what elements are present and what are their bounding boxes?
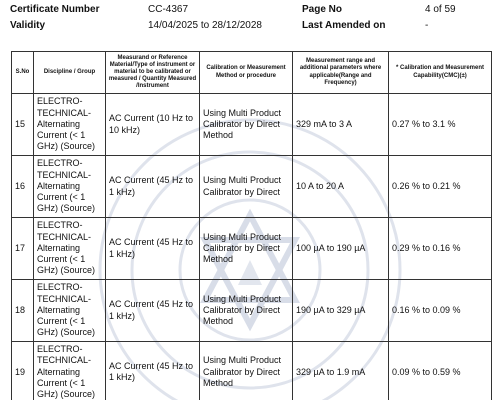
column-header-sno: S.No — [12, 52, 34, 94]
table-row — [12, 280, 492, 342]
cell-method: Using Multi Product Calibrator by Direct Method — [200, 280, 293, 342]
table-row — [12, 94, 492, 156]
certificate-header — [10, 2, 490, 34]
cell-discipline: ELECTRO-TECHNICAL-Alternating Current (< 1 GHz) (Source) — [34, 280, 106, 342]
cell-range: 100 µA to 190 µA — [293, 218, 389, 280]
certificate-number-label: Certificate Number — [10, 4, 100, 15]
column-header-range: Measurement range and additional parameters where applicable(Range and Frequency) — [293, 52, 389, 94]
cell-measurand: AC Current (10 Hz to 10 kHz) — [106, 94, 200, 156]
validity-label: Validity — [10, 20, 46, 31]
column-header-measurand: Measurand or Reference Material/Type of instrument or material to be calibrated or measured / Quantity Measured /Instrument — [106, 52, 200, 94]
cell-method: Using Multi Product Calibrator by Direct Method — [200, 218, 293, 280]
cell-sno: 15 — [12, 94, 34, 156]
page-no-label: Page No — [302, 4, 343, 15]
cell-range: 329 µA to 1.9 mA — [293, 342, 389, 400]
cell-cmc: 0.29 % to 0.16 % — [389, 218, 492, 280]
last-amended-label: Last Amended on — [302, 20, 386, 31]
cell-measurand: AC Current (45 Hz to 1 kHz) — [106, 342, 200, 400]
cell-cmc: 0.16 % to 0.09 % — [389, 280, 492, 342]
cell-cmc: 0.09 % to 0.59 % — [389, 342, 492, 400]
cell-discipline: ELECTRO-TECHNICAL-Alternating Current (< 1 GHz) (Source) — [34, 94, 106, 156]
column-header-method: Calibration or Measurement Method or procedure — [200, 52, 293, 94]
cell-method: Using Multi Product Calibrator by Direct — [200, 156, 293, 218]
page-no-value: 4 of 59 — [425, 4, 456, 15]
column-header-discipline: Discipline / Group — [34, 52, 106, 94]
last-amended-value: - — [425, 20, 429, 31]
cell-discipline: ELECTRO-TECHNICAL-Alternating Current (< 1 GHz) (Source) — [34, 218, 106, 280]
column-header-cmc: * Calibration and Measurement Capability(CMC)(±) — [389, 52, 492, 94]
table-header-row — [12, 52, 492, 94]
cell-range: 190 µA to 329 µA — [293, 280, 389, 342]
cell-range: 10 A to 20 A — [293, 156, 389, 218]
cell-cmc: 0.27 % to 3.1 % — [389, 94, 492, 156]
cell-sno: 16 — [12, 156, 34, 218]
cell-method: Using Multi Product Calibrator by Direct Method — [200, 94, 293, 156]
cell-range: 329 mA to 3 A — [293, 94, 389, 156]
validity-value: 14/04/2025 to 28/12/2028 — [148, 20, 262, 31]
cell-measurand: AC Current (45 Hz to 1 kHz) — [106, 156, 200, 218]
cell-cmc: 0.26 % to 0.21 % — [389, 156, 492, 218]
cell-discipline: ELECTRO-TECHNICAL-Alternating Current (< 1 GHz) (Source) — [34, 342, 106, 400]
certificate-number-value: CC-4367 — [148, 4, 189, 15]
cell-sno: 17 — [12, 218, 34, 280]
cell-measurand: AC Current (45 Hz to 1 kHz) — [106, 280, 200, 342]
table-row — [12, 218, 492, 280]
cell-sno: 18 — [12, 280, 34, 342]
cell-discipline: ELECTRO-TECHNICAL-Alternating Current (< 1 GHz) (Source) — [34, 156, 106, 218]
scope-table — [11, 51, 492, 400]
cell-sno: 19 — [12, 342, 34, 400]
table-row — [12, 342, 492, 400]
cell-measurand: AC Current (45 Hz to 1 kHz) — [106, 218, 200, 280]
table-row — [12, 156, 492, 218]
cell-method: Using Multi Product Calibrator by Direct Method — [200, 342, 293, 400]
